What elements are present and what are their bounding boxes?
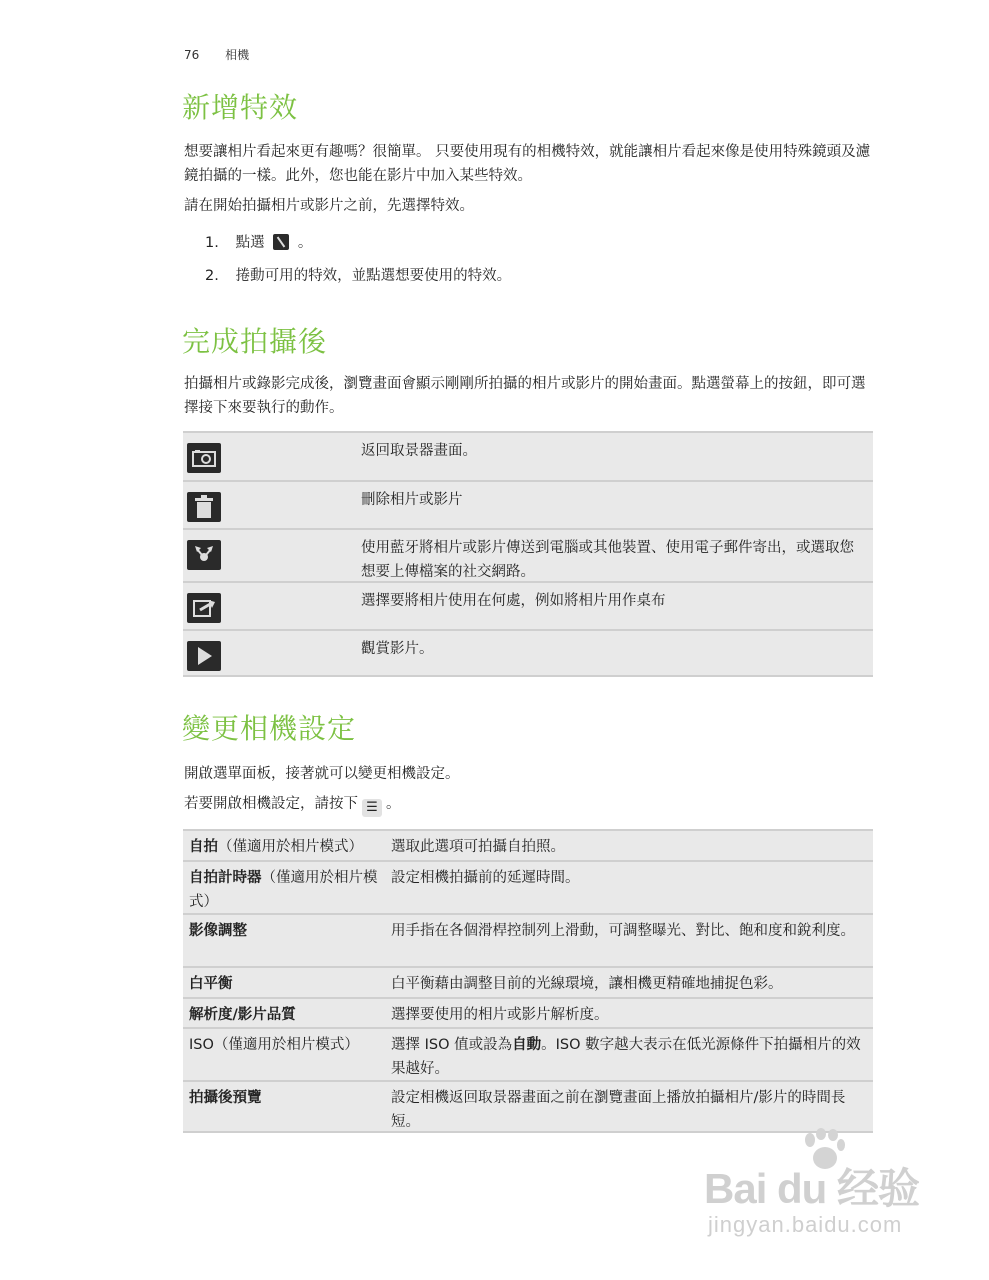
setting-name-bold: 自拍計時器 xyxy=(189,870,262,886)
press-text-end: 。 xyxy=(386,796,401,812)
settings-intro: 開啟選單面板，接著就可以變更相機設定。 xyxy=(184,766,460,782)
setting-name-bold: 白平衡 xyxy=(189,976,233,992)
watermark-brand: Bai du 经验 xyxy=(704,1165,920,1212)
step-number: 2. xyxy=(205,268,219,284)
baidu-watermark xyxy=(704,1128,944,1258)
setting-name-bold: 解析度/影片品質 xyxy=(189,1007,296,1023)
section-title-effects: 新增特效 xyxy=(182,91,299,124)
setting-desc: 白平衡藉由調整目前的光線環境，讓相機更精確地捕捉色彩。 xyxy=(391,976,783,992)
camera-icon[interactable] xyxy=(187,443,221,473)
table-row xyxy=(183,966,873,997)
setting-name-note: （僅適用於相片模式） xyxy=(218,839,363,855)
section-label: 相機 xyxy=(225,48,250,62)
play-icon[interactable] xyxy=(187,641,221,671)
effects-icon xyxy=(273,234,289,250)
setting-name xyxy=(189,866,385,914)
row-text: 使用藍牙將相片或影片傳送到電腦或其他裝置、使用電子郵件寄出，或選取您想要上傳檔案的社交網路。 xyxy=(361,540,854,580)
row-text: 觀賞影片。 xyxy=(361,641,434,657)
table-row xyxy=(183,528,873,581)
press-text: 若要開啟相機設定，請按下 xyxy=(184,796,358,812)
step-text-end: 。 xyxy=(297,235,313,251)
setting-desc: 用手指在各個滑桿控制列上滑動，可調整曝光、對比、飽和度和銳利度。 xyxy=(391,923,855,939)
effects-intro: 想要讓相片看起來更有趣嗎？很簡單。 只要使用現有的相機特效，就能讓相片看起來像是使用特殊鏡頭及濾鏡拍攝的一樣。此外，您也能在影片中加入某些特效。 xyxy=(184,144,871,184)
setting-name-bold: 拍攝後預覽 xyxy=(189,1090,262,1106)
step-text: 捲動可用的特效，並點選想要使用的特效。 xyxy=(235,268,512,284)
after-capture-intro: 拍攝相片或錄影完成後，瀏覽畫面會顯示剛剛所拍攝的相片或影片的開始畫面。點選螢幕上的按鈕，即可選擇接下來要執行的動作。 xyxy=(184,376,866,416)
step-number: 1. xyxy=(205,235,219,251)
row-text: 返回取景器畫面。 xyxy=(361,443,477,459)
export-icon[interactable] xyxy=(187,593,221,623)
table-row xyxy=(183,860,873,913)
setting-name xyxy=(189,835,385,859)
step-1 xyxy=(205,232,312,254)
desc-bold: 自動 xyxy=(512,1037,542,1053)
setting-desc xyxy=(391,1033,869,1081)
table-row xyxy=(183,431,873,480)
table-row xyxy=(183,1080,873,1133)
setting-name-bold: 自拍 xyxy=(189,839,218,855)
page-number: 76 xyxy=(184,48,200,62)
table-row xyxy=(183,480,873,528)
section-title-camera-settings: 變更相機設定 xyxy=(182,712,357,745)
table-row xyxy=(183,581,873,629)
setting-desc: 設定相機返回取景器畫面之前在瀏覽畫面上播放拍攝相片/影片的時間長短。 xyxy=(391,1090,846,1130)
setting-name xyxy=(189,1003,385,1027)
setting-name-bold: 影像調整 xyxy=(189,923,247,939)
settings-table xyxy=(183,829,873,1133)
menu-icon: ☰ xyxy=(362,799,382,817)
table-row xyxy=(183,913,873,966)
setting-name xyxy=(189,919,385,943)
desc-post: 。ISO 數字越大表示在低光源條件下拍攝相片的效果越好。 xyxy=(391,1037,861,1077)
setting-name-note: （僅適用於相片模式） xyxy=(189,870,378,910)
table-row xyxy=(183,997,873,1027)
settings-press xyxy=(184,792,874,817)
setting-name-note: ISO（僅適用於相片模式） xyxy=(189,1037,359,1053)
section-title-after-capture: 完成拍攝後 xyxy=(182,325,328,358)
step-text: 點選 xyxy=(235,235,265,251)
trash-icon[interactable] xyxy=(187,492,221,522)
table-row xyxy=(183,829,873,860)
setting-name xyxy=(189,972,385,996)
desc-pre: 選擇 ISO 值或設為 xyxy=(391,1037,513,1053)
page-header xyxy=(184,46,249,63)
row-text: 刪除相片或影片 xyxy=(361,492,463,508)
setting-desc: 選擇要使用的相片或影片解析度。 xyxy=(391,1007,609,1023)
after-capture-table xyxy=(183,431,873,677)
table-row xyxy=(183,629,873,677)
setting-name xyxy=(189,1033,385,1057)
watermark-url: jingyan.baidu.com xyxy=(708,1212,903,1237)
table-row xyxy=(183,1027,873,1080)
setting-desc: 設定相機拍攝前的延遲時間。 xyxy=(391,870,580,886)
row-text: 選擇要將相片使用在何處，例如將相片用作桌布 xyxy=(361,593,666,609)
effects-before: 請在開始拍攝相片或影片之前，先選擇特效。 xyxy=(184,198,474,214)
share-icon[interactable] xyxy=(187,540,221,570)
step-2 xyxy=(205,265,511,287)
setting-desc: 選取此選項可拍攝自拍照。 xyxy=(391,839,565,855)
setting-name xyxy=(189,1086,385,1110)
